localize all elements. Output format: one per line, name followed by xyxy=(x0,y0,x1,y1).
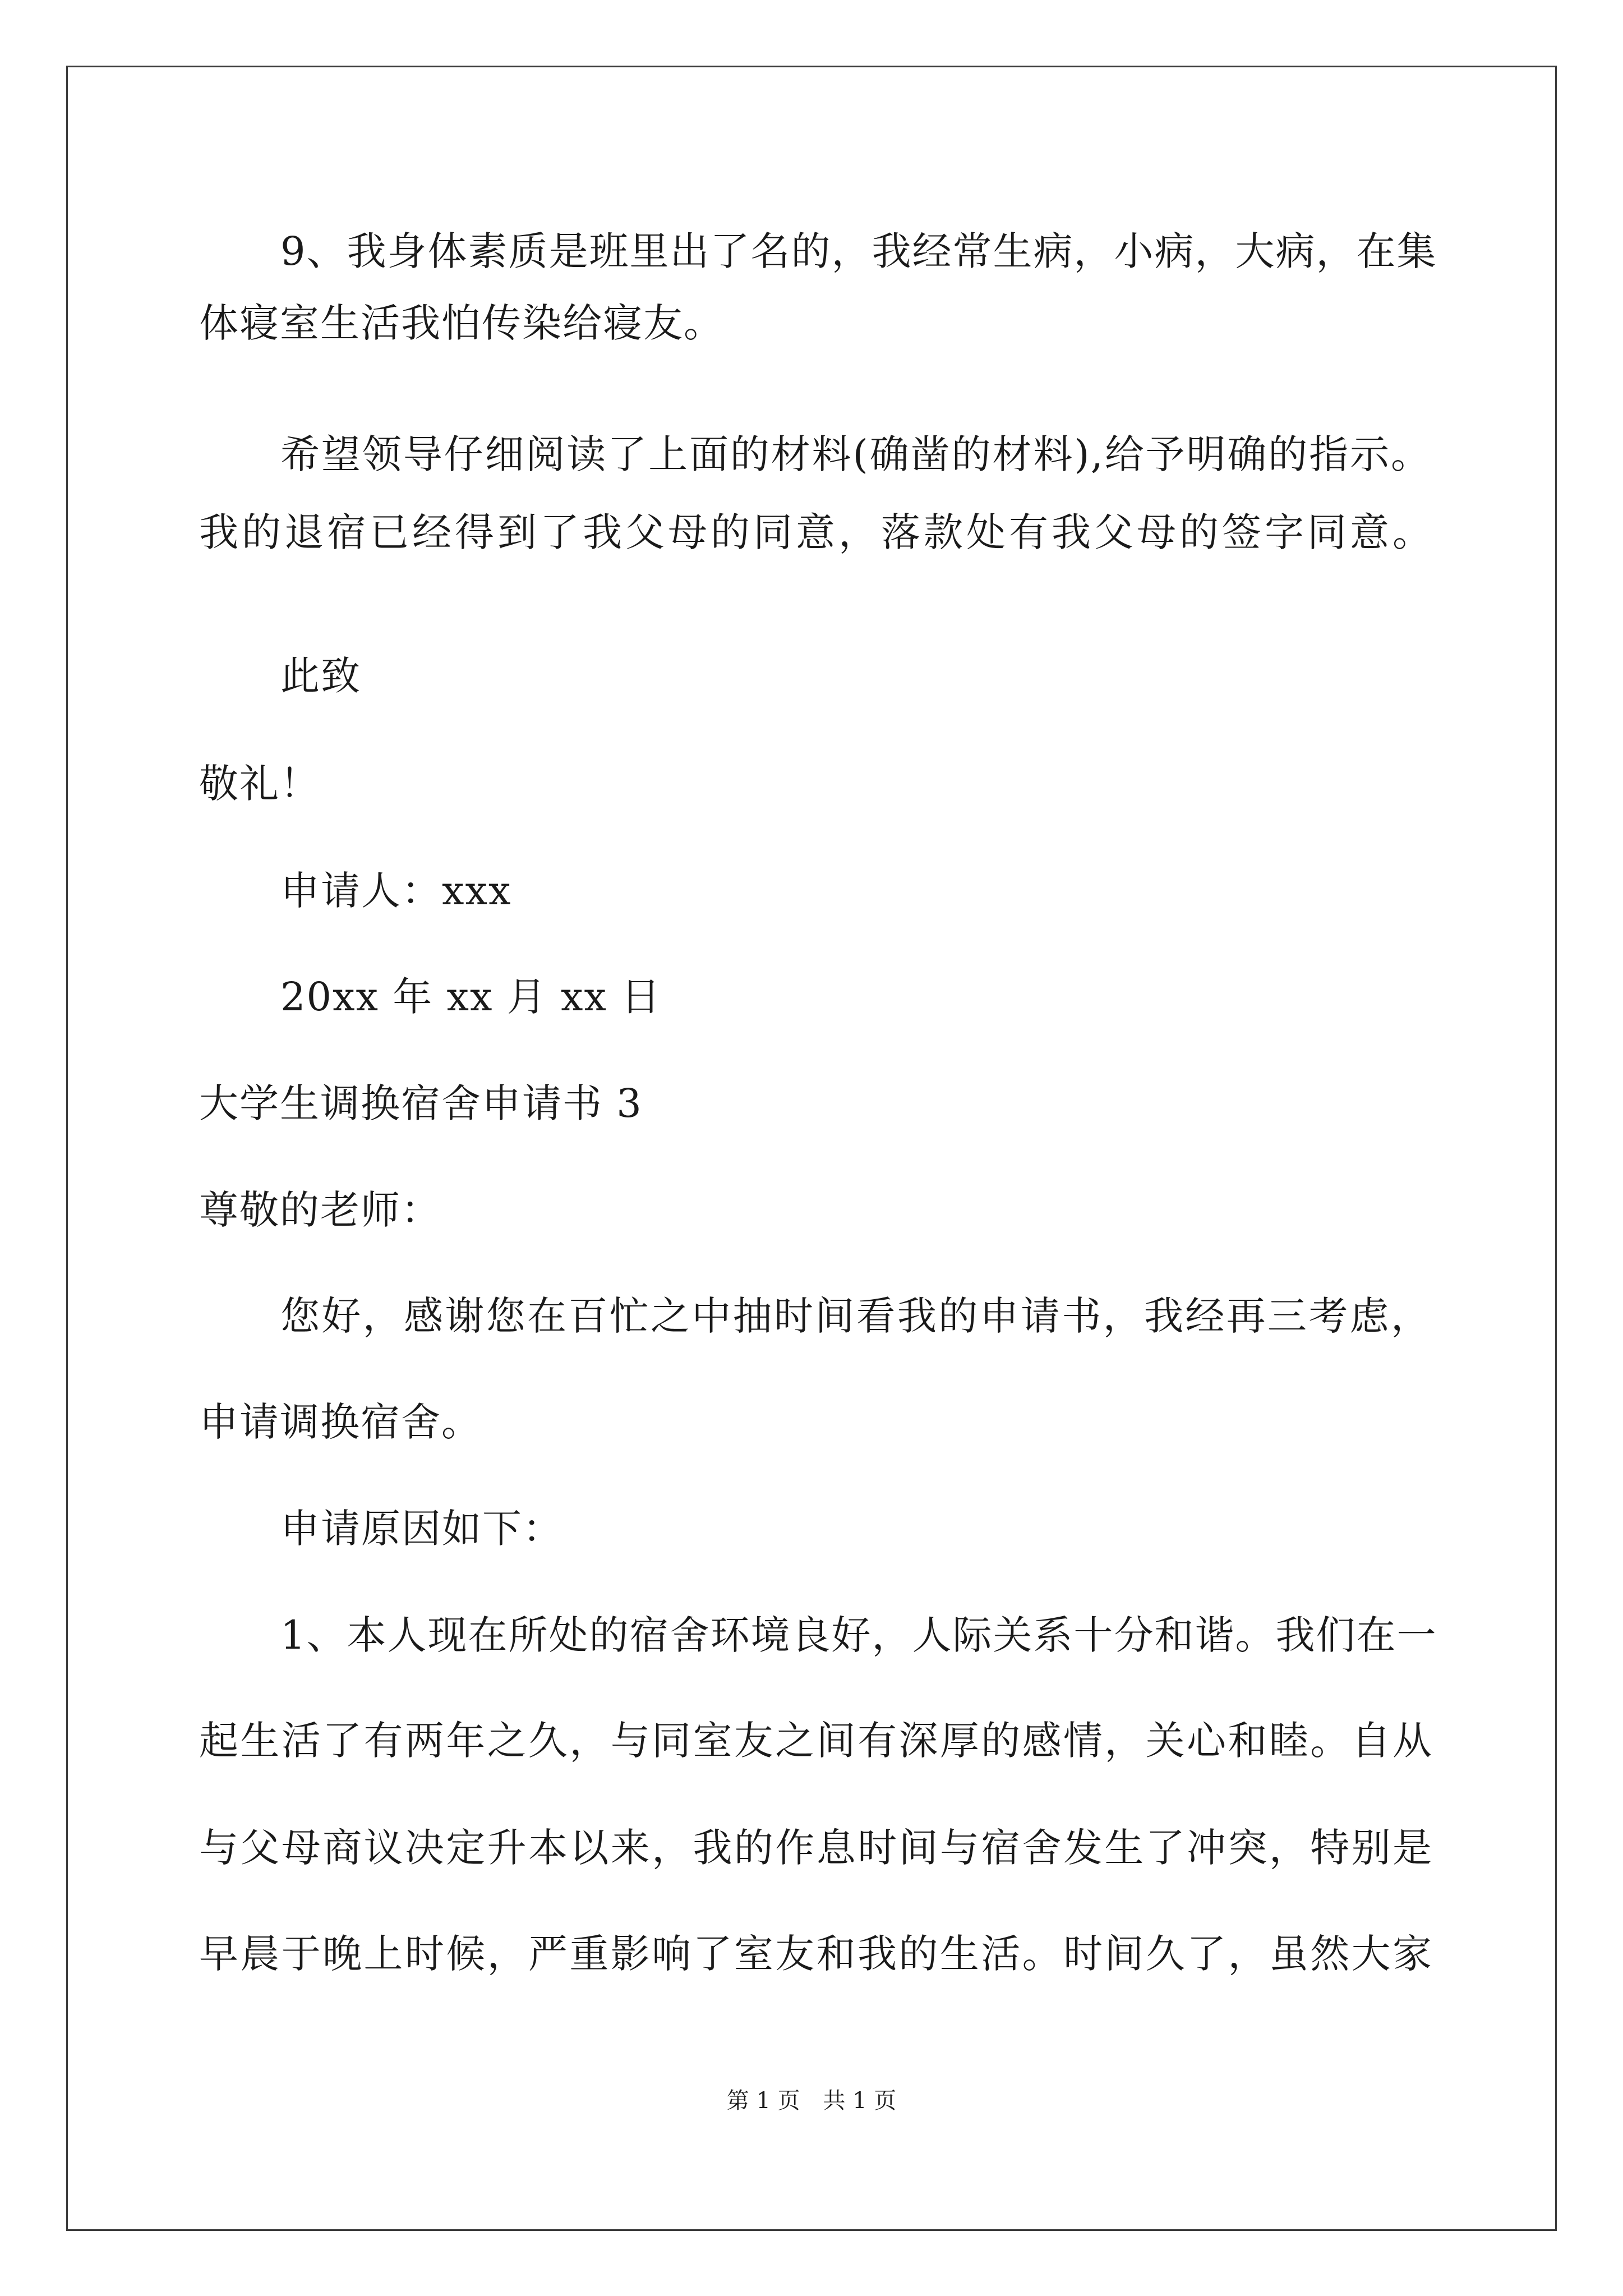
paragraph-line: 9、我身体素质是班里出了名的，我经常生病，小病，大病，在集 xyxy=(280,228,1437,274)
page-footer xyxy=(0,2090,1623,2112)
greeting: 尊敬的老师： xyxy=(199,1187,441,1233)
paragraph-line: 您好，感谢您在百忙之中抽时间看我的申请书，我经再三考虑， xyxy=(280,1293,1431,1339)
page-border xyxy=(66,66,1557,2231)
applicant-line: 申请人：xxx xyxy=(280,868,512,914)
paragraph-line: 申请调换宿舍。 xyxy=(199,1399,482,1445)
date-line: 20xx 年 xx 月 xx 日 xyxy=(280,974,662,1020)
closing-regards: 敬礼！ xyxy=(199,761,320,807)
section-title: 大学生调换宿舍申请书 3 xyxy=(199,1080,643,1126)
page-number: 第 1 页 xyxy=(726,2088,800,2114)
paragraph-line: 1、本人现在所处的宿舍环境良好，人际关系十分和谐。我们在一 xyxy=(280,1612,1437,1658)
paragraph-line: 起生活了有两年之久，与同室友之间有深厚的感情，关心和睦。自从 xyxy=(199,1718,1433,1764)
paragraph-line: 与父母商议决定升本以来，我的作息时间与宿舍发生了冲突，特别是 xyxy=(199,1825,1433,1871)
paragraph-line: 希望领导仔细阅读了上面的材料(确凿的材料),给予明确的指示。 xyxy=(280,431,1431,477)
reasons-heading: 申请原因如下： xyxy=(280,1506,563,1552)
page-total: 共 1 页 xyxy=(823,2088,897,2114)
closing-salutation: 此致 xyxy=(280,653,361,699)
paragraph-line: 体寝室生活我怕传染给寝友。 xyxy=(199,300,724,346)
paragraph-line: 我的退宿已经得到了我父母的同意，落款处有我父母的签字同意。 xyxy=(199,509,1433,555)
paragraph-line: 早晨于晚上时候，严重影响了室友和我的生活。时间久了，虽然大家 xyxy=(199,1931,1433,1977)
